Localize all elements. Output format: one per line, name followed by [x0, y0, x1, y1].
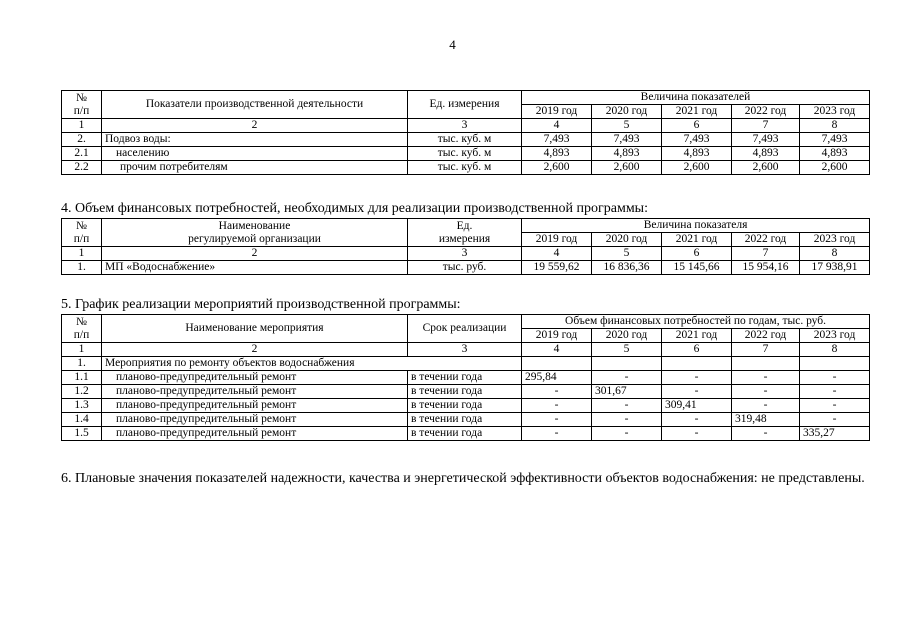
row-num: 1.1: [62, 371, 102, 385]
row-num: 1.: [62, 357, 102, 371]
row-value: 2,600: [522, 161, 592, 175]
header-year: 2019 год: [522, 105, 592, 119]
header-organization: Наименование регулируемой организации: [102, 219, 408, 247]
row-value: -: [732, 399, 800, 413]
row-value: -: [662, 413, 732, 427]
table-row: [62, 261, 870, 275]
financial-needs-table: [61, 218, 870, 275]
table-row: [62, 385, 870, 399]
row-value: 335,27: [800, 427, 870, 441]
col-number: 5: [592, 343, 662, 357]
table-row: [62, 399, 870, 413]
row-num: 1.5: [62, 427, 102, 441]
header-year: 2023 год: [800, 105, 870, 119]
section-4-title: 4. Объем финансовых потребностей, необходимых для реализации производственной программы:: [61, 201, 648, 216]
col-number: 4: [522, 343, 592, 357]
table-row: [62, 161, 870, 175]
header-year: 2022 год: [732, 233, 800, 247]
row-value: 2,600: [800, 161, 870, 175]
row-value: 15 145,66: [662, 261, 732, 275]
row-value: -: [662, 371, 732, 385]
empty-cell: [732, 357, 800, 371]
col-number: 6: [662, 343, 732, 357]
row-value: -: [592, 399, 662, 413]
header-year: 2021 год: [662, 233, 732, 247]
empty-cell: [522, 357, 592, 371]
row-value: 4,893: [732, 147, 800, 161]
header-num: № п/п: [62, 315, 102, 343]
row-value: 301,67: [592, 385, 662, 399]
row-term: в течении года: [408, 385, 522, 399]
col-number: 4: [522, 119, 592, 133]
row-num: 2.1: [62, 147, 102, 161]
row-value: 17 938,91: [800, 261, 870, 275]
section-6-text: 6. Плановые значения показателей надежности, качества и энергетической эффективности объектов водоснабжения: не представлены.: [61, 471, 865, 486]
schedule-table: [61, 314, 870, 441]
row-num: 2.2: [62, 161, 102, 175]
row-value: 4,893: [592, 147, 662, 161]
page-number: 4: [449, 37, 456, 52]
header-year: 2021 год: [662, 105, 732, 119]
row-name: планово-предупредительный ремонт: [102, 413, 408, 427]
col-number: 1: [62, 343, 102, 357]
header-values-group: Величина показателей: [522, 91, 870, 105]
row-value: 295,84: [522, 371, 592, 385]
row-num: 1.4: [62, 413, 102, 427]
row-name: планово-предупредительный ремонт: [102, 371, 408, 385]
row-name: населению: [102, 147, 408, 161]
row-unit: тыс. руб.: [408, 261, 522, 275]
row-value: 7,493: [662, 133, 732, 147]
col-number: 6: [662, 119, 732, 133]
header-indicator: Показатели производственной деятельности: [102, 91, 408, 119]
row-num: 1.2: [62, 385, 102, 399]
table-row: [62, 147, 870, 161]
row-term: в течении года: [408, 413, 522, 427]
row-value: -: [592, 371, 662, 385]
production-indicators-table: [61, 90, 870, 175]
row-value: -: [522, 427, 592, 441]
row-value: -: [800, 399, 870, 413]
col-number: 6: [662, 247, 732, 261]
row-value: 4,893: [522, 147, 592, 161]
row-value: 7,493: [800, 133, 870, 147]
row-value: 4,893: [662, 147, 732, 161]
header-year: 2022 год: [732, 105, 800, 119]
header-year: 2023 год: [800, 233, 870, 247]
col-number: 8: [800, 343, 870, 357]
header-num: № п/п: [62, 91, 102, 119]
row-value: -: [732, 427, 800, 441]
row-value: 15 954,16: [732, 261, 800, 275]
header-values-group: Величина показателя: [522, 219, 870, 233]
row-name: планово-предупредительный ремонт: [102, 399, 408, 413]
row-name: прочим потребителям: [102, 161, 408, 175]
table-row: [62, 371, 870, 385]
row-value: 4,893: [800, 147, 870, 161]
col-number: 1: [62, 119, 102, 133]
col-number: 8: [800, 247, 870, 261]
row-num: 1.: [62, 261, 102, 275]
col-number: 4: [522, 247, 592, 261]
header-year: 2020 год: [592, 329, 662, 343]
col-number: 7: [732, 343, 800, 357]
row-value: 309,41: [662, 399, 732, 413]
empty-cell: [662, 357, 732, 371]
col-number: 2: [102, 343, 408, 357]
row-value: -: [592, 413, 662, 427]
row-name: планово-предупредительный ремонт: [102, 385, 408, 399]
header-year: 2021 год: [662, 329, 732, 343]
header-year: 2020 год: [592, 105, 662, 119]
row-num: 2.: [62, 133, 102, 147]
row-value: -: [522, 413, 592, 427]
table-row: [62, 133, 870, 147]
row-value: 2,600: [662, 161, 732, 175]
row-value: -: [522, 385, 592, 399]
row-unit: тыс. куб. м: [408, 161, 522, 175]
row-num: 1.3: [62, 399, 102, 413]
row-value: 319,48: [732, 413, 800, 427]
row-value: 7,493: [522, 133, 592, 147]
col-number: 3: [408, 119, 522, 133]
empty-cell: [800, 357, 870, 371]
header-year: 2020 год: [592, 233, 662, 247]
row-value: -: [592, 427, 662, 441]
row-term: в течении года: [408, 427, 522, 441]
row-value: -: [732, 385, 800, 399]
row-value: -: [800, 385, 870, 399]
row-value: 7,493: [592, 133, 662, 147]
header-term: Срок реализации: [408, 315, 522, 343]
header-year: 2023 год: [800, 329, 870, 343]
header-year: 2019 год: [522, 329, 592, 343]
table-row: [62, 413, 870, 427]
col-number: 8: [800, 119, 870, 133]
row-value: 19 559,62: [522, 261, 592, 275]
header-activity: Наименование мероприятия: [102, 315, 408, 343]
empty-cell: [592, 357, 662, 371]
row-term: в течении года: [408, 371, 522, 385]
group-row-name: Мероприятия по ремонту объектов водоснабжения: [102, 357, 522, 371]
group-row: [62, 357, 870, 371]
header-year: 2022 год: [732, 329, 800, 343]
col-number: 5: [592, 247, 662, 261]
row-value: -: [662, 427, 732, 441]
col-number: 1: [62, 247, 102, 261]
row-value: 2,600: [732, 161, 800, 175]
row-unit: тыс. куб. м: [408, 133, 522, 147]
header-unit: Ед. измерения: [408, 91, 522, 119]
col-number: 2: [102, 119, 408, 133]
row-value: 7,493: [732, 133, 800, 147]
row-name: Подвоз воды:: [102, 133, 408, 147]
col-number: 7: [732, 119, 800, 133]
col-number: 3: [408, 343, 522, 357]
header-values-group: Объем финансовых потребностей по годам, тыс. руб.: [522, 315, 870, 329]
row-value: -: [662, 385, 732, 399]
header-num: № п/п: [62, 219, 102, 247]
row-value: 16 836,36: [592, 261, 662, 275]
row-value: -: [522, 399, 592, 413]
row-name: МП «Водоснабжение»: [102, 261, 408, 275]
header-year: 2019 год: [522, 233, 592, 247]
row-value: -: [800, 413, 870, 427]
col-number: 7: [732, 247, 800, 261]
row-name: планово-предупредительный ремонт: [102, 427, 408, 441]
row-value: -: [732, 371, 800, 385]
col-number: 5: [592, 119, 662, 133]
section-5-title: 5. График реализации мероприятий производственной программы:: [61, 297, 461, 312]
row-value: 2,600: [592, 161, 662, 175]
row-value: -: [800, 371, 870, 385]
row-unit: тыс. куб. м: [408, 147, 522, 161]
table-row: [62, 427, 870, 441]
col-number: 2: [102, 247, 408, 261]
header-unit: Ед. измерения: [408, 219, 522, 247]
row-term: в течении года: [408, 399, 522, 413]
col-number: 3: [408, 247, 522, 261]
